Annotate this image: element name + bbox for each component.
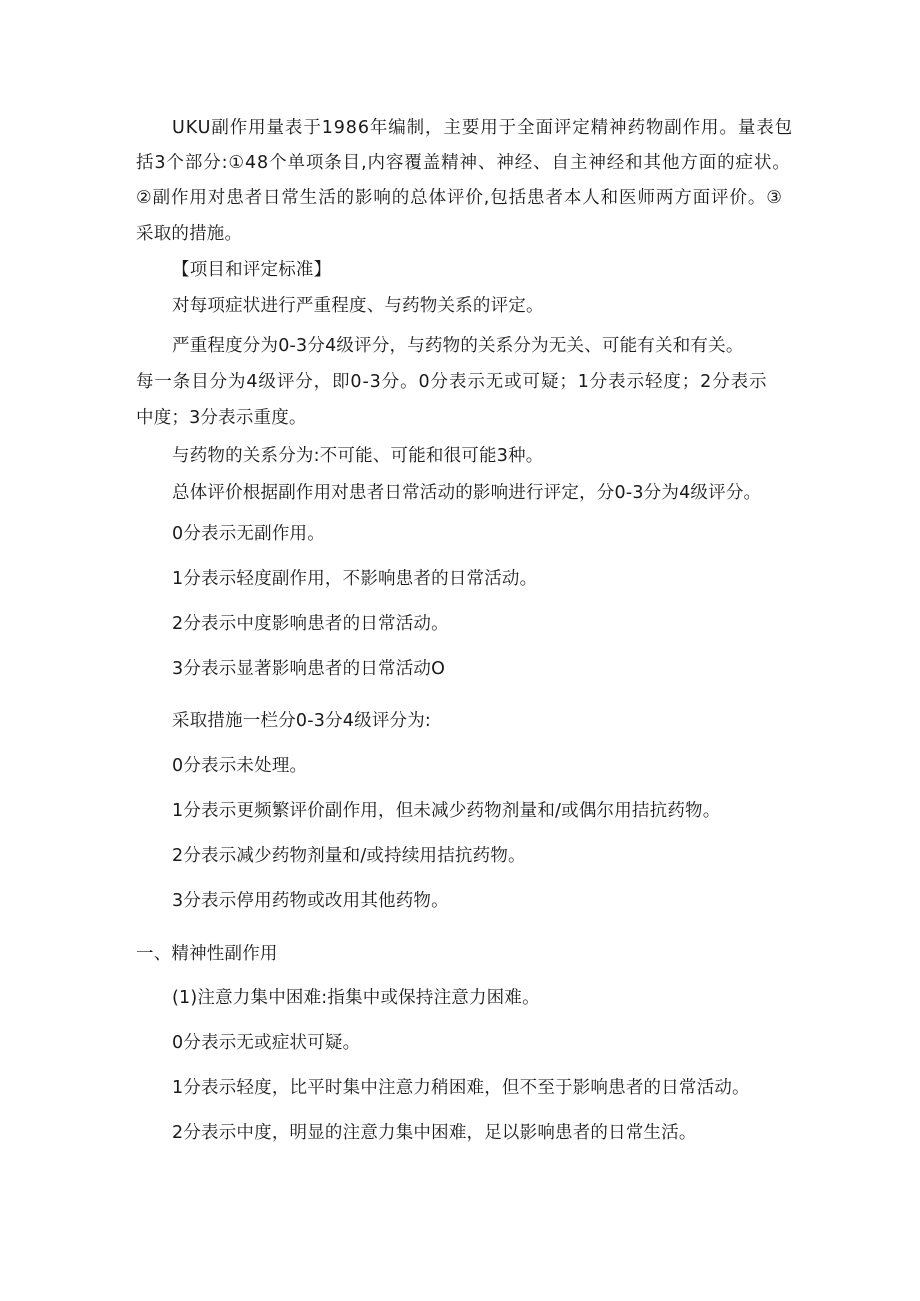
item-1-title: (1)注意力集中困难:指集中或保持注意力困难。 (172, 988, 540, 1008)
measures-score-2: 2分表示减少药物剂量和/或持续用拮抗药物。 (172, 846, 526, 866)
intro-line-4: 采取的措施。 (136, 224, 243, 244)
criteria-paragraph-2-line-3: 中度；3分表示重度。 (136, 408, 307, 428)
measures-score-1: 1分表示更频繁评价副作用，但未减少药物剂量和/或偶尔用拮抗药物。 (172, 801, 721, 821)
criteria-paragraph-4: 总体评价根据副作用对患者日常活动的影响进行评定，分0-3分为4级评分。 (172, 483, 762, 503)
item-1-score-0: 0分表示无或症状可疑。 (172, 1033, 361, 1053)
measures-score-0: 0分表示未处理。 (172, 756, 308, 776)
chapter-heading: 一、精神性副作用 (136, 944, 278, 964)
criteria-paragraph-1: 对每项症状进行严重程度、与药物关系的评定。 (172, 296, 544, 316)
intro-line-1: UKU副作用量表于1986年编制，主要用于全面评定精神药物副作用。量表包 (172, 118, 794, 138)
measures-score-3: 3分表示停用药物或改用其他药物。 (172, 891, 449, 911)
section-heading: 【项目和评定标准】 (172, 260, 332, 280)
criteria-paragraph-2-line-2: 每一条目分为4级评分，即0-3分。0分表示无或可疑；1分表示轻度；2分表示 (136, 372, 768, 392)
overall-score-2: 2分表示中度影响患者的日常活动。 (172, 614, 449, 634)
criteria-paragraph-3: 与药物的关系分为:不可能、可能和很可能3种。 (172, 446, 544, 466)
overall-score-1: 1分表示轻度副作用，不影响患者的日常活动。 (172, 569, 538, 589)
overall-score-0: 0分表示无副作用。 (172, 524, 325, 544)
overall-score-3: 3分表示显著影响患者的日常活动O (172, 659, 446, 679)
measures-intro: 采取措施一栏分0-3分4级评分为: (172, 711, 432, 731)
criteria-paragraph-2-line-1: 严重程度分为0-3分4级评分，与药物的关系分为无关、可能有关和有关。 (172, 336, 744, 356)
item-1-score-2: 2分表示中度，明显的注意力集中困难，足以影响患者的日常生活。 (172, 1123, 697, 1143)
intro-line-2: 括3个部分:①48个单项条目,内容覆盖精神、神经、自主神经和其他方面的症状。 (136, 153, 791, 173)
intro-line-3: ②副作用对患者日常生活的影响的总体评价,包括患者本人和医师两方面评价。③ (136, 188, 783, 208)
item-1-score-1: 1分表示轻度，比平时集中注意力稍困难，但不至于影响患者的日常活动。 (172, 1078, 750, 1098)
